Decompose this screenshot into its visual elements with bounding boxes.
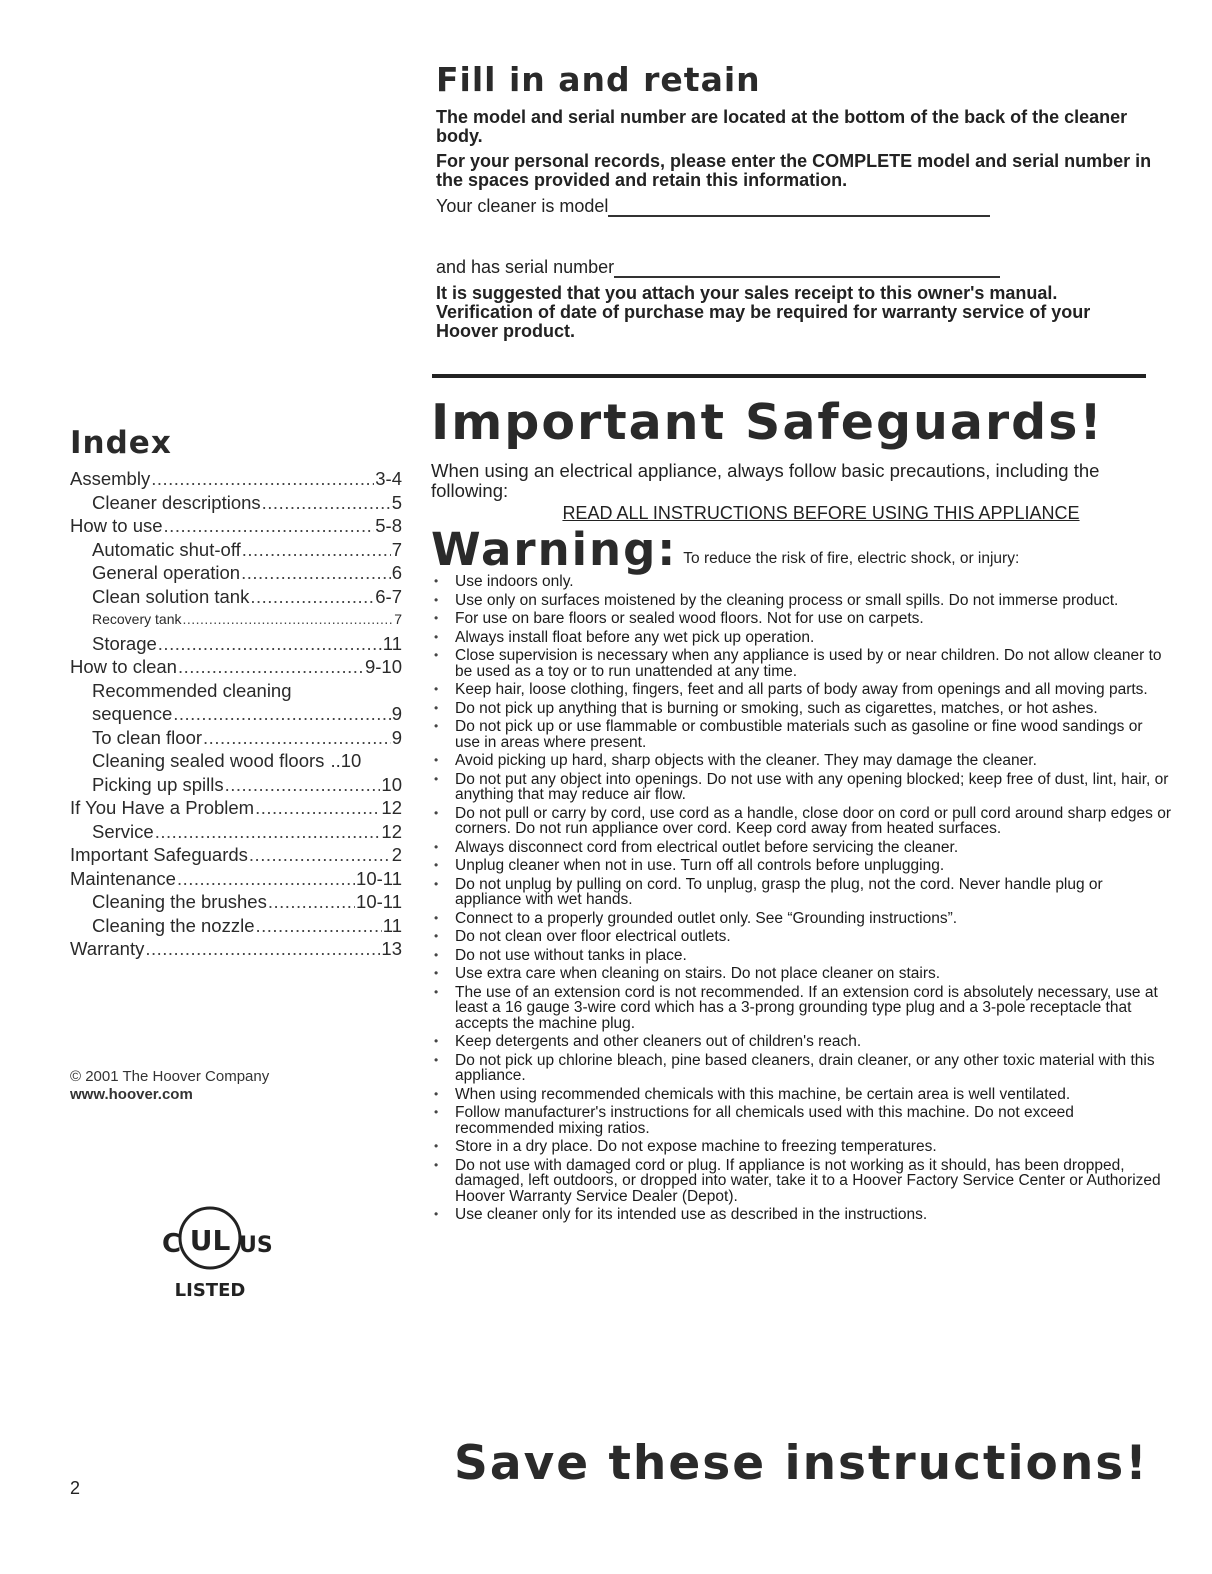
- index-entry-page: 9: [391, 703, 402, 724]
- safety-rule-text: When using recommended chemicals with this machine, be certain area is well ventilated.: [455, 1085, 1071, 1103]
- index-entry-label: sequence: [92, 703, 173, 724]
- index-entry-label: To clean floor: [92, 726, 203, 748]
- index-entry-label: General operation: [92, 562, 241, 583]
- index-entry: [70, 749, 402, 773]
- fill-in-title: Fill in and retain: [436, 60, 761, 99]
- safety-rule: [431, 840, 1171, 856]
- warning-text: To reduce the risk of fire, electric shock, or injury:: [683, 550, 1020, 567]
- safety-rule-text: Connect to a properly grounded outlet only. See “Grounding instructions”.: [455, 909, 958, 927]
- safety-rule-text: Unplug cleaner when not in use. Turn off all controls before unplugging.: [455, 857, 945, 874]
- index-entry: [70, 467, 402, 491]
- index-entry-page: 6-7: [375, 585, 402, 607]
- bullet-icon: •: [434, 753, 439, 767]
- safety-rule-text: Always install float before any wet pick up operation.: [455, 628, 815, 646]
- serial-label: and has serial number: [436, 257, 615, 277]
- index-entry-page: 7: [391, 538, 402, 560]
- index-entry-label: Clean solution tank: [92, 585, 250, 607]
- bullet-icon: •: [434, 966, 439, 980]
- index-list: [70, 467, 402, 961]
- fill-in-para1: The model and serial number are located at the bottom of the back of the cleaner body.: [436, 107, 1128, 146]
- ul-listed-text: LISTED: [174, 1280, 246, 1301]
- safety-rule-text: Do not unplug by pulling on cord. To unplug, grasp the plug, not the cord. Never handle plug or appliance with wet hands.: [455, 875, 1103, 908]
- safety-rule: [431, 1034, 1171, 1050]
- index-leader-dots: [164, 514, 375, 538]
- bullet-icon: •: [434, 592, 439, 607]
- index-entry-label: Cleaner descriptions: [92, 491, 261, 513]
- index-leader-dots: [145, 937, 380, 961]
- bullet-icon: •: [434, 1052, 439, 1067]
- safety-rule: [431, 593, 1171, 609]
- index-entry-page: 11: [382, 632, 402, 654]
- warning-line: [431, 523, 1171, 576]
- index-entry: [70, 538, 402, 562]
- fill-in-para2: For your personal records, please enter the COMPLETE model and serial number in the spaces provided and retain this information.: [436, 151, 1152, 190]
- safety-rule: [431, 701, 1171, 717]
- index-entry-label: Service: [92, 820, 154, 842]
- fill-in-section: [436, 60, 1156, 341]
- safety-rule: [431, 648, 1171, 679]
- index-leader-dots: [255, 796, 380, 820]
- index-leader-dots: [203, 726, 391, 750]
- index-title: Index: [70, 425, 172, 461]
- safety-rule: [431, 1087, 1171, 1103]
- safeguards-intro: When using an electrical appliance, always follow basic precautions, including the following:: [431, 460, 1100, 501]
- model-blank[interactable]: [608, 201, 990, 217]
- index-entry: [70, 608, 402, 632]
- bullet-icon: •: [434, 611, 439, 625]
- index-leader-dots: [225, 773, 381, 797]
- index-entry-label: Assembly: [70, 468, 151, 489]
- safety-rule-text: Do not put any object into openings. Do not use with any opening blocked; keep free of dust, lint, hair, or anything that may reduce air flow.: [455, 770, 1169, 803]
- index-entry-page: 5: [391, 491, 402, 513]
- model-label: Your cleaner is model: [436, 196, 609, 216]
- index-leader-dots: [151, 467, 374, 491]
- index-entry: [70, 867, 402, 891]
- index-entry: [70, 914, 402, 938]
- index-leader-dots: [249, 843, 391, 867]
- safety-rule: [431, 772, 1171, 803]
- index-entry-page: 11: [382, 914, 402, 936]
- safety-rule: [431, 858, 1171, 874]
- safety-rule: [431, 719, 1171, 750]
- page-number: 2: [70, 1478, 81, 1498]
- safety-rule: [431, 929, 1171, 945]
- safety-rule: [431, 985, 1171, 1032]
- index-entry-page: 9: [391, 726, 402, 748]
- index-leader-dots: [241, 561, 391, 585]
- copyright-block: [70, 1068, 269, 1104]
- safety-rule: [431, 1207, 1171, 1223]
- serial-field[interactable]: [436, 257, 1156, 278]
- index-leader-dots: [158, 632, 382, 656]
- safety-rule-text: Avoid picking up hard, sharp objects with the cleaner. They may damage the cleaner.: [455, 752, 1037, 769]
- bullet-icon: •: [434, 984, 439, 999]
- safety-rule-text: Do not use with damaged cord or plug. If appliance is not working as it should, has been dropped, damaged, left outdoors, or dropped into water, take it to a Hoover Factory Service Center or Authorized Hoover Warranty Service Dealer (Depot).: [455, 1156, 1161, 1205]
- safeguards-title: Important Safeguards!: [431, 394, 1104, 451]
- fill-in-para3: It is suggested that you attach your sales receipt to this owner's manual. Verification of date of purchase may be required for warranty service of your Hoover product.: [436, 283, 1091, 341]
- index-entry: [70, 655, 402, 679]
- ul-listed-logo: [140, 1200, 280, 1310]
- index-entry-page: 10: [381, 773, 402, 795]
- index-entry-page: 3-4: [375, 468, 402, 489]
- bullet-icon: •: [434, 719, 439, 733]
- index-leader-dots: [173, 702, 390, 726]
- bullet-icon: •: [434, 1034, 439, 1048]
- index-entry: [70, 890, 402, 914]
- safety-rule: [431, 877, 1171, 908]
- index-entry-page: ..10: [330, 750, 362, 771]
- index-entry: [70, 514, 402, 538]
- serial-blank[interactable]: [614, 262, 1000, 278]
- index-entry-label: Recommended cleaning: [92, 679, 292, 701]
- index-entry-page: 6: [391, 562, 402, 583]
- index-entry-label: Cleaning sealed wood floors: [92, 750, 325, 771]
- index-entry: [70, 843, 402, 867]
- index-leader-dots: [177, 867, 355, 891]
- bullet-icon: •: [434, 1086, 439, 1101]
- bullet-icon: •: [434, 839, 439, 854]
- bullet-icon: •: [434, 929, 439, 943]
- safety-rule-text: Do not clean over floor electrical outlets.: [455, 928, 731, 945]
- safety-rule: [431, 1053, 1171, 1084]
- index-leader-dots: [155, 820, 381, 844]
- warning-heading: Warning:: [431, 523, 678, 576]
- index-leader-dots: [182, 608, 393, 632]
- index-entry-label: How to clean: [70, 656, 177, 677]
- index-entry: [70, 726, 402, 750]
- index-entry: [70, 773, 402, 797]
- index-entry-page: 5-8: [375, 515, 402, 536]
- index-entry-page: 10-11: [356, 867, 402, 889]
- safety-rule: [431, 911, 1171, 927]
- index-entry-label: Maintenance: [70, 867, 176, 889]
- safety-rule: [431, 753, 1171, 769]
- bullet-icon: •: [434, 648, 439, 662]
- safety-rule-text: Use indoors only.: [455, 573, 574, 590]
- bullet-icon: •: [434, 682, 439, 696]
- index-entry-label: Storage: [92, 632, 157, 654]
- index-entry-page: 12: [381, 797, 402, 818]
- bullet-icon: •: [434, 876, 439, 891]
- ul-c-letter: C: [162, 1229, 182, 1259]
- safety-rule: [431, 1158, 1171, 1205]
- read-all-instructions: READ ALL INSTRUCTIONS BEFORE USING THIS APPLIANCE: [562, 503, 1080, 523]
- safety-rule: [431, 948, 1171, 964]
- index-entry: [70, 561, 402, 585]
- index-entry-page: 7: [394, 611, 402, 627]
- index-entry: [70, 937, 402, 961]
- safety-rule-text: Close supervision is necessary when any appliance is used by or near children. Do not allow cleaner to be used as a toy or to run unattended at any time.: [455, 647, 1162, 680]
- model-field[interactable]: [436, 196, 1156, 217]
- safety-rule: [431, 806, 1171, 837]
- index-entry-label: Important Safeguards: [70, 844, 248, 865]
- safety-rule-text: Use extra care when cleaning on stairs. Do not place cleaner on stairs.: [455, 965, 941, 982]
- index-entry: [70, 632, 402, 656]
- safety-rule-text: Use only on surfaces moistened by the cleaning process or small spills. Do not immerse product.: [455, 591, 1119, 609]
- bullet-icon: •: [434, 1207, 439, 1221]
- ul-us-letters: US: [239, 1233, 273, 1258]
- safety-rule: [431, 574, 1171, 590]
- safety-rules-list: [431, 574, 1171, 1223]
- safety-rule: [431, 1105, 1171, 1136]
- index-entry-label: How to use: [70, 515, 163, 536]
- index-entry-label: If You Have a Problem: [70, 797, 255, 818]
- ul-mark-icon: [140, 1200, 280, 1310]
- index-entry-label: Cleaning the brushes: [92, 891, 267, 912]
- safety-rule-text: Do not pull or carry by cord, use cord as a handle, close door on cord or pull cord around sharp edges or corners. Do not run appliance over cord. Keep cord away from heated surfaces.: [455, 804, 1171, 837]
- index-entry-page: 13: [381, 938, 402, 959]
- index-entry: [70, 679, 402, 703]
- index-leader-dots: [178, 655, 364, 679]
- bullet-icon: •: [434, 1157, 439, 1172]
- index-entry-page: 2: [391, 844, 402, 865]
- safety-rule-text: Do not pick up chlorine bleach, pine based cleaners, drain cleaner, or any other toxic material with this appliance.: [455, 1051, 1155, 1084]
- index-entry: [70, 585, 402, 609]
- index-entry-label: Automatic shut-off: [92, 538, 241, 560]
- index-leader-dots: [242, 538, 391, 562]
- safety-rule-text: Do not pick up anything that is burning or smoking, such as cigarettes, matches, or hot ashes.: [455, 699, 1098, 717]
- safety-rule-text: Keep hair, loose clothing, fingers, feet and all parts of body away from openings and all moving parts.: [455, 681, 1148, 698]
- index-entry-page: 12: [381, 820, 402, 842]
- index-leader-dots: [268, 890, 355, 914]
- index-entry-page: 9-10: [364, 656, 402, 677]
- index-entry-page: 10-11: [356, 891, 402, 912]
- safety-rule-text: The use of an extension cord is not recommended. If an extension cord is absolutely necessary, use at least a 16 gauge 3-wire cord which has a 3-prong grounding type plug and a 3-pole receptacle that accepts the machine plug.: [455, 983, 1158, 1032]
- safety-rule: [431, 682, 1171, 698]
- safety-rule: [431, 1139, 1171, 1155]
- safety-rule-text: Store in a dry place. Do not expose machine to freezing temperatures.: [455, 1138, 937, 1155]
- safety-rule: [431, 966, 1171, 982]
- safety-rule-text: Always disconnect cord from electrical outlet before servicing the cleaner.: [455, 838, 959, 856]
- index-entry: [70, 702, 402, 726]
- index-entry-label: Recovery tank: [92, 611, 182, 627]
- ul-mark-letters: UL: [189, 1224, 231, 1257]
- bullet-icon: •: [434, 858, 439, 872]
- index-leader-dots: [250, 585, 374, 609]
- safety-rule-text: Follow manufacturer's instructions for all chemicals used with this machine. Do not exceed recommended mixing ratios.: [455, 1104, 1074, 1137]
- bullet-icon: •: [434, 771, 439, 786]
- bullet-icon: •: [434, 1139, 439, 1153]
- safeguards-section: [431, 395, 1171, 1226]
- bullet-icon: •: [434, 1105, 439, 1119]
- bullet-icon: •: [434, 805, 439, 820]
- safety-rule-text: Use cleaner only for its intended use as described in the instructions.: [455, 1206, 928, 1223]
- index-leader-dots: [262, 491, 391, 515]
- bullet-icon: •: [434, 629, 439, 644]
- safety-rule-text: For use on bare floors or sealed wood floors. Not for use on carpets.: [455, 610, 924, 627]
- bullet-icon: •: [434, 947, 439, 962]
- section-divider: [432, 374, 1146, 378]
- copyright-text: © 2001 The Hoover Company: [70, 1068, 270, 1085]
- bullet-icon: •: [434, 910, 439, 925]
- safety-rule-text: Do not pick up or use flammable or combustible materials such as gasoline or fine wood sandings or use in areas where present.: [455, 718, 1143, 751]
- index-entry: [70, 820, 402, 844]
- index-entry-label: Picking up spills: [92, 773, 224, 795]
- index-entry-label: Warranty: [70, 938, 145, 959]
- safety-rule: [431, 611, 1171, 627]
- website-url: www.hoover.com: [70, 1086, 193, 1103]
- bullet-icon: •: [434, 574, 439, 588]
- safety-rule-text: Keep detergents and other cleaners out of children's reach.: [455, 1033, 862, 1050]
- index-entry: [70, 491, 402, 515]
- save-instructions-heading: Save these instructions!: [454, 1436, 1149, 1491]
- index-leader-dots: [256, 914, 382, 938]
- safety-rule: [431, 630, 1171, 646]
- safety-rule-text: Do not use without tanks in place.: [455, 946, 687, 964]
- bullet-icon: •: [434, 700, 439, 715]
- index-section: [70, 425, 402, 961]
- index-entry: [70, 796, 402, 820]
- index-entry-label: Cleaning the nozzle: [92, 914, 255, 936]
